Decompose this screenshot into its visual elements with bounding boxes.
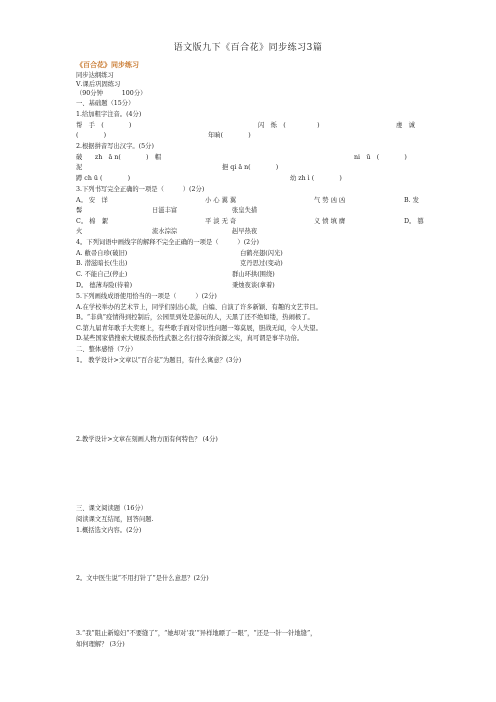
- doc-title: 语文版九下《百合花》同步练习3篇: [173, 43, 323, 53]
- q3-option: 平 淡 无 奇: [205, 218, 237, 225]
- q2-item: ni ū ( ): [354, 154, 407, 161]
- q5-option: B。“非典”疫情得到控制后，公园里到处是游玩的人，天黑了还不绝如缕，热闹极了。: [76, 314, 314, 321]
- q4-option: 克丹思过(变动): [240, 260, 283, 267]
- q2-item: 挹 qi ā n( ): [222, 164, 279, 171]
- question-title: 3.“我”阻止新媳妇“不要缝了”，“她却对‘我’“异样地瞟了一眼”，“还是一针一针地缝”，: [76, 630, 317, 637]
- intro-line: 同步达纲练习: [76, 72, 114, 79]
- q1-item: 年晌( ): [208, 132, 251, 139]
- q2-item: 幼 zh ì ( ): [290, 175, 342, 182]
- q1-item: 帮 手 ( ): [76, 122, 132, 129]
- question-title: 1.概括选文内容。(2分): [76, 527, 142, 534]
- q4-option: B. 潜滋暗长(生出): [76, 260, 128, 267]
- question-title: 3.下列书写完全正确的一项是（ ）(2分): [76, 186, 205, 193]
- q3-option: D。 篡: [404, 218, 424, 225]
- q4-option: 秉烛夜谈(拿着): [232, 282, 275, 289]
- q4-option: 群山环拱(围绕): [232, 271, 275, 278]
- q3-option: 小 心 翼 翼: [205, 197, 237, 204]
- q5-option: A.在学校举办的艺术节上，同学们别出心裁，自编、自演了许多新颖、有趣的文艺节目。: [76, 304, 322, 311]
- q3-option: 流水淙淙: [152, 228, 178, 235]
- q3-option: C。 棉 絮: [76, 218, 109, 225]
- intro-line: Ⅴ.课后巩固练习: [76, 81, 121, 88]
- question-title: 1。 教学设计>文章以“百合花”为题目，有什么寓意？(3分): [76, 357, 242, 364]
- part-heading: 二、整体感悟（7分）: [76, 346, 137, 353]
- q2-item: 蹲 ch ū ( ): [76, 175, 131, 182]
- q4-option: 白鹤亮翅(闪光): [240, 250, 283, 257]
- q3-option: 气 势 凶 凶: [314, 197, 346, 204]
- part-heading: 三、课文阅读题（16分）: [76, 505, 147, 512]
- intro-line: （90分钟 100分）: [76, 90, 147, 97]
- question-title: 4。下列词语中画线字的解释不完全正确的一项是（ ）(2分): [76, 239, 259, 246]
- q4-option: A. 敝帚自珍(破旧): [76, 250, 128, 257]
- reading-intro: 阅读课文互结尾，回答问题.: [76, 516, 154, 523]
- q5-option: D.某些国家借搜索大规模杀伤性武器之名行掠夺油资源之实，真可谓是事半功倍。: [76, 335, 304, 342]
- q1-item: 闪 烁 ( ): [258, 122, 320, 129]
- q3-option: 张皇失措: [232, 207, 258, 214]
- q3-option: B. 发: [404, 197, 419, 204]
- q3-option: 赳早热夜: [232, 228, 258, 235]
- q4-option: C. 不能自己(停止): [76, 271, 128, 278]
- part-heading: 一、基础题（15分）: [76, 100, 135, 107]
- question-title: 5.下列画线成语使用恰当的一项是（ ）(2分): [76, 293, 217, 300]
- q3-option: 日滋丰富: [152, 207, 178, 214]
- q3-option: 髻: [76, 207, 83, 214]
- q4-option: D。 德薄寿险(待着): [76, 282, 133, 289]
- q3-option: 火: [76, 228, 83, 235]
- q2-item: 破 zh ā n( ) 帽: [76, 154, 162, 161]
- q3-option: 义 愤 填 膺: [314, 218, 346, 225]
- question-title: 1.给加粗字注音。(4分): [76, 111, 142, 118]
- q1-item: 虔 诚: [396, 122, 415, 129]
- question-title: 如何理解？ (3分): [76, 641, 125, 648]
- q1-item: ( ): [76, 132, 107, 139]
- q3-option: A。 安 详: [76, 197, 108, 204]
- q5-option: C.第九届青年歌手大奖赛上，有些歌手面对常识性问题一筹莫展，胆战无闻，令人失望。: [76, 325, 322, 332]
- question-title: 2.根据拼音写出汉字。(5分): [76, 143, 154, 150]
- q2-item: 泥: [76, 164, 83, 171]
- question-title: 2。文中医生说“不用打针了”是什么意思？(2分): [76, 575, 209, 582]
- section-heading: 《百合花》同步练习: [76, 60, 139, 69]
- question-title: 2.教学设计>文章在刻画人物方面有何特色？ (4分): [76, 436, 218, 443]
